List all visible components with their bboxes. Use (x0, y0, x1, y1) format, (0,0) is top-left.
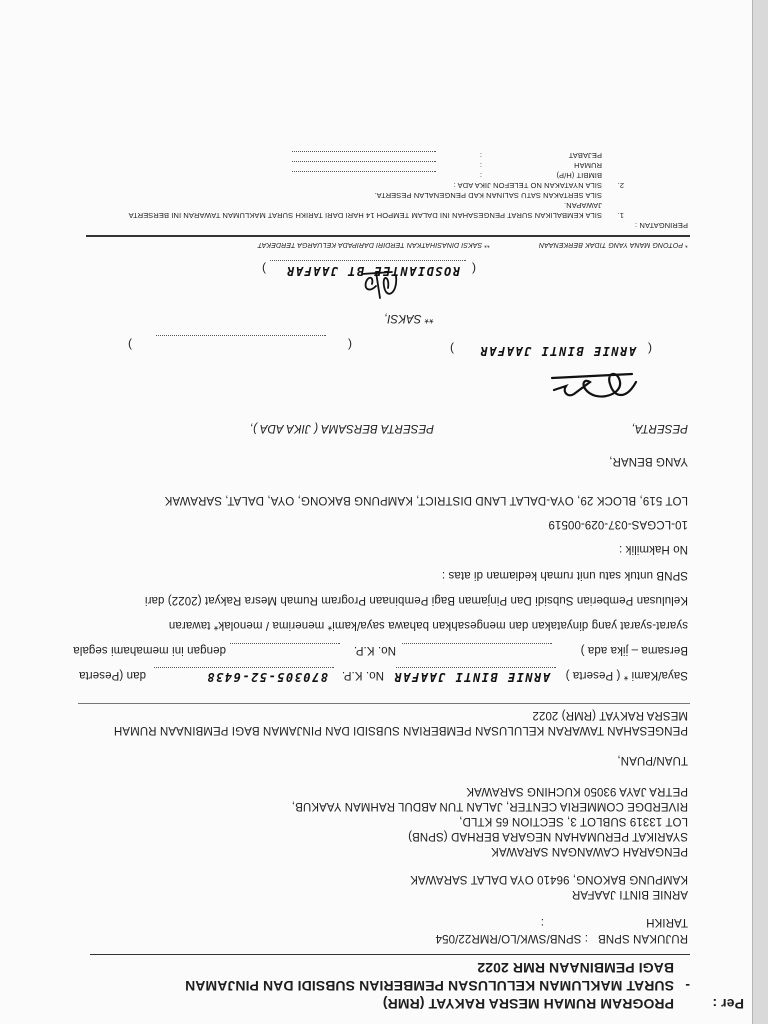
reminder-2-number: 2. (617, 181, 624, 190)
body-line-2-suffix: dengan ini memahami segala (73, 644, 226, 656)
body-line-1-suffix: dan (Peserta (78, 669, 146, 681)
sender-line: RIVERDGE COMMERIA CENTER, JALAN TUN ABDUL RAHMAN YAAKUB, (291, 800, 688, 812)
reminder-label: PERINGATAN : (634, 221, 688, 230)
land-address: LOT 519, BLOCK 29, OYA-DALAT LAND DISTRICT, KAMPUNG BAKONG, OYA, DALAT, SARAWAK (164, 494, 688, 506)
phone-mobile-label: BIMBIT (H/P) (556, 171, 602, 180)
phone-home-colon: : (479, 161, 482, 170)
land-title-number: 10-LCGAS-037-029-00519 (548, 518, 688, 530)
participant-name-bracket-close: ) (449, 342, 454, 356)
ic-dotted-line (154, 667, 334, 668)
reminder-1-sub-2: SILA SERTAKAN SATU SALINAN KAD PENGENALAN PESERTA. (374, 191, 602, 200)
witness-dotted-line (270, 260, 466, 261)
phone-mobile-dotted-line (292, 171, 436, 172)
joint-signature-dotted-line (156, 335, 326, 336)
joint-participant-label: PESERTA BERSAMA ( JIKA ADA ), (249, 422, 434, 434)
participant-signature (544, 362, 644, 412)
phone-office-colon: : (479, 151, 482, 160)
participant-label: PESERTA, (631, 422, 688, 434)
footnote-witness: ** SAKSI DINASIHATKAN TERDIRI DARIPADA KELUARGA TERDEKAT (257, 241, 490, 248)
reminder-1-number: 1. (617, 211, 624, 220)
subject-dash: - (685, 978, 690, 994)
body-line-1-ic-label: No. K.P. (341, 669, 384, 681)
confirmation-heading-1: PENGESAHAN TAWARAN KELULUSAN PEMBERIAN SUBSIDI DAN PINJAMAN BAGI PEMBINAAN RUMAH (113, 724, 688, 736)
phone-office-dotted-line (292, 151, 436, 152)
reminder-1-sub-1: JAWAPAN. (563, 201, 602, 210)
witness-signed-name: ROSDIANTEE BT JAAFAR (285, 264, 460, 278)
heading-underline (78, 703, 690, 704)
phone-office-label: PEJABAT (568, 151, 602, 160)
body-line-3: syarat-syarat yang dinyatakan dan mengesahkan bahawa saya/kami* menerima / menolak* tawaran (168, 619, 688, 631)
addressee-address: KAMPUNG BAKONG, 96410 OYA DALAT SARAWAK (410, 873, 688, 885)
body-line-1-prefix: Saya/Kami * ( Peserta ) (565, 669, 688, 681)
sender-line: SYARIKAT PERUMAHAN NEGARA BERHAD (SPNB) (408, 830, 688, 842)
addressee-name: ARNIE BINTI JAAFAR (571, 888, 688, 900)
participant-ic-handwritten: 870305-52-6438 (205, 670, 328, 684)
reference-value: : SPNB/SWK/LO/RMR22/054 (435, 932, 588, 944)
name-dotted-line (396, 667, 556, 668)
participant-name-bracket-open: ( (647, 342, 652, 356)
land-title-label: No Hakmilik : (618, 543, 688, 555)
body-line-2-prefix: Bersama – jika ada ) (580, 644, 688, 656)
sender-line: PETRA JAYA 93050 KUCHING SARAWAK (466, 785, 688, 797)
body-line-4: Kelulusan Pemberian Subsidi Dan Pinjaman Bagi Pembinaan Program Rumah Mesra Rakyat (2022) dari (144, 594, 688, 606)
participant-signed-name: ARNIE BINTI JAAFAR (478, 344, 636, 358)
joint-ic-dotted-line (230, 643, 340, 644)
date-label: TARIKH (646, 916, 688, 928)
date-value: : (540, 916, 544, 928)
salutation: TUAN/PUAN, (617, 754, 688, 766)
participant-name-handwritten: ARNIE BINTI JAAFAR (392, 670, 550, 684)
sender-line: PENGARAH CAWANGAN SARAWAK (491, 845, 688, 857)
joint-name-bracket-open: ( (347, 338, 352, 352)
witness-bracket-close: ) (261, 262, 266, 276)
sender-line: LOT 13319 SUBLOT 3, SECTION 65 KTLD, (459, 815, 688, 827)
phone-mobile-colon: : (479, 171, 482, 180)
reminder-2-text: SILA NYATAKAN NO TELEFON JIKA ADA : (453, 181, 602, 190)
subject-underline (90, 954, 690, 955)
phone-home-label: RUMAH (574, 161, 602, 170)
reference-label: RUJUKAN SPNB (597, 932, 688, 944)
per-label: Per : (712, 996, 744, 1012)
joint-name-bracket-close: ) (127, 338, 132, 352)
body-line-5: SPNB untuk satu unit rumah kediaman di atas : (441, 569, 688, 581)
phone-home-dotted-line (292, 161, 436, 162)
witness-bracket-open: ( (471, 262, 476, 276)
body-line-2-ic-label: No. K.P. (353, 644, 396, 656)
reminder-1-text: SILA KEMBALIKAN SURAT PENGESAHAN INI DALAM TEMPOH 14 HARI DARI TARIKH SURAT MAKLUMAN TAWARAN INI BERSERTA (128, 211, 602, 220)
joint-name-dotted-line (402, 643, 552, 644)
closing: YANG BENAR, (609, 455, 688, 467)
subject-line-1: PROGRAM RUMAH MESRA RAKYAT (RMR) (382, 996, 674, 1012)
subject-line-3: BAGI PEMBINAAN RMR 2022 (477, 960, 674, 976)
footnote-rule (86, 235, 690, 237)
footnote-strike-out: * POTONG MANA YANG TIDAK BERKENAAN (538, 241, 688, 248)
confirmation-heading-2: MESRA RAKYAT (RMR) 2022 (532, 709, 688, 721)
subject-line-2: SURAT MAKLUMAN KELULUSAN PEMBERIAN SUBSIDI DAN PINJAMAN (184, 978, 674, 994)
witness-label: ** SAKSI, (383, 312, 434, 324)
